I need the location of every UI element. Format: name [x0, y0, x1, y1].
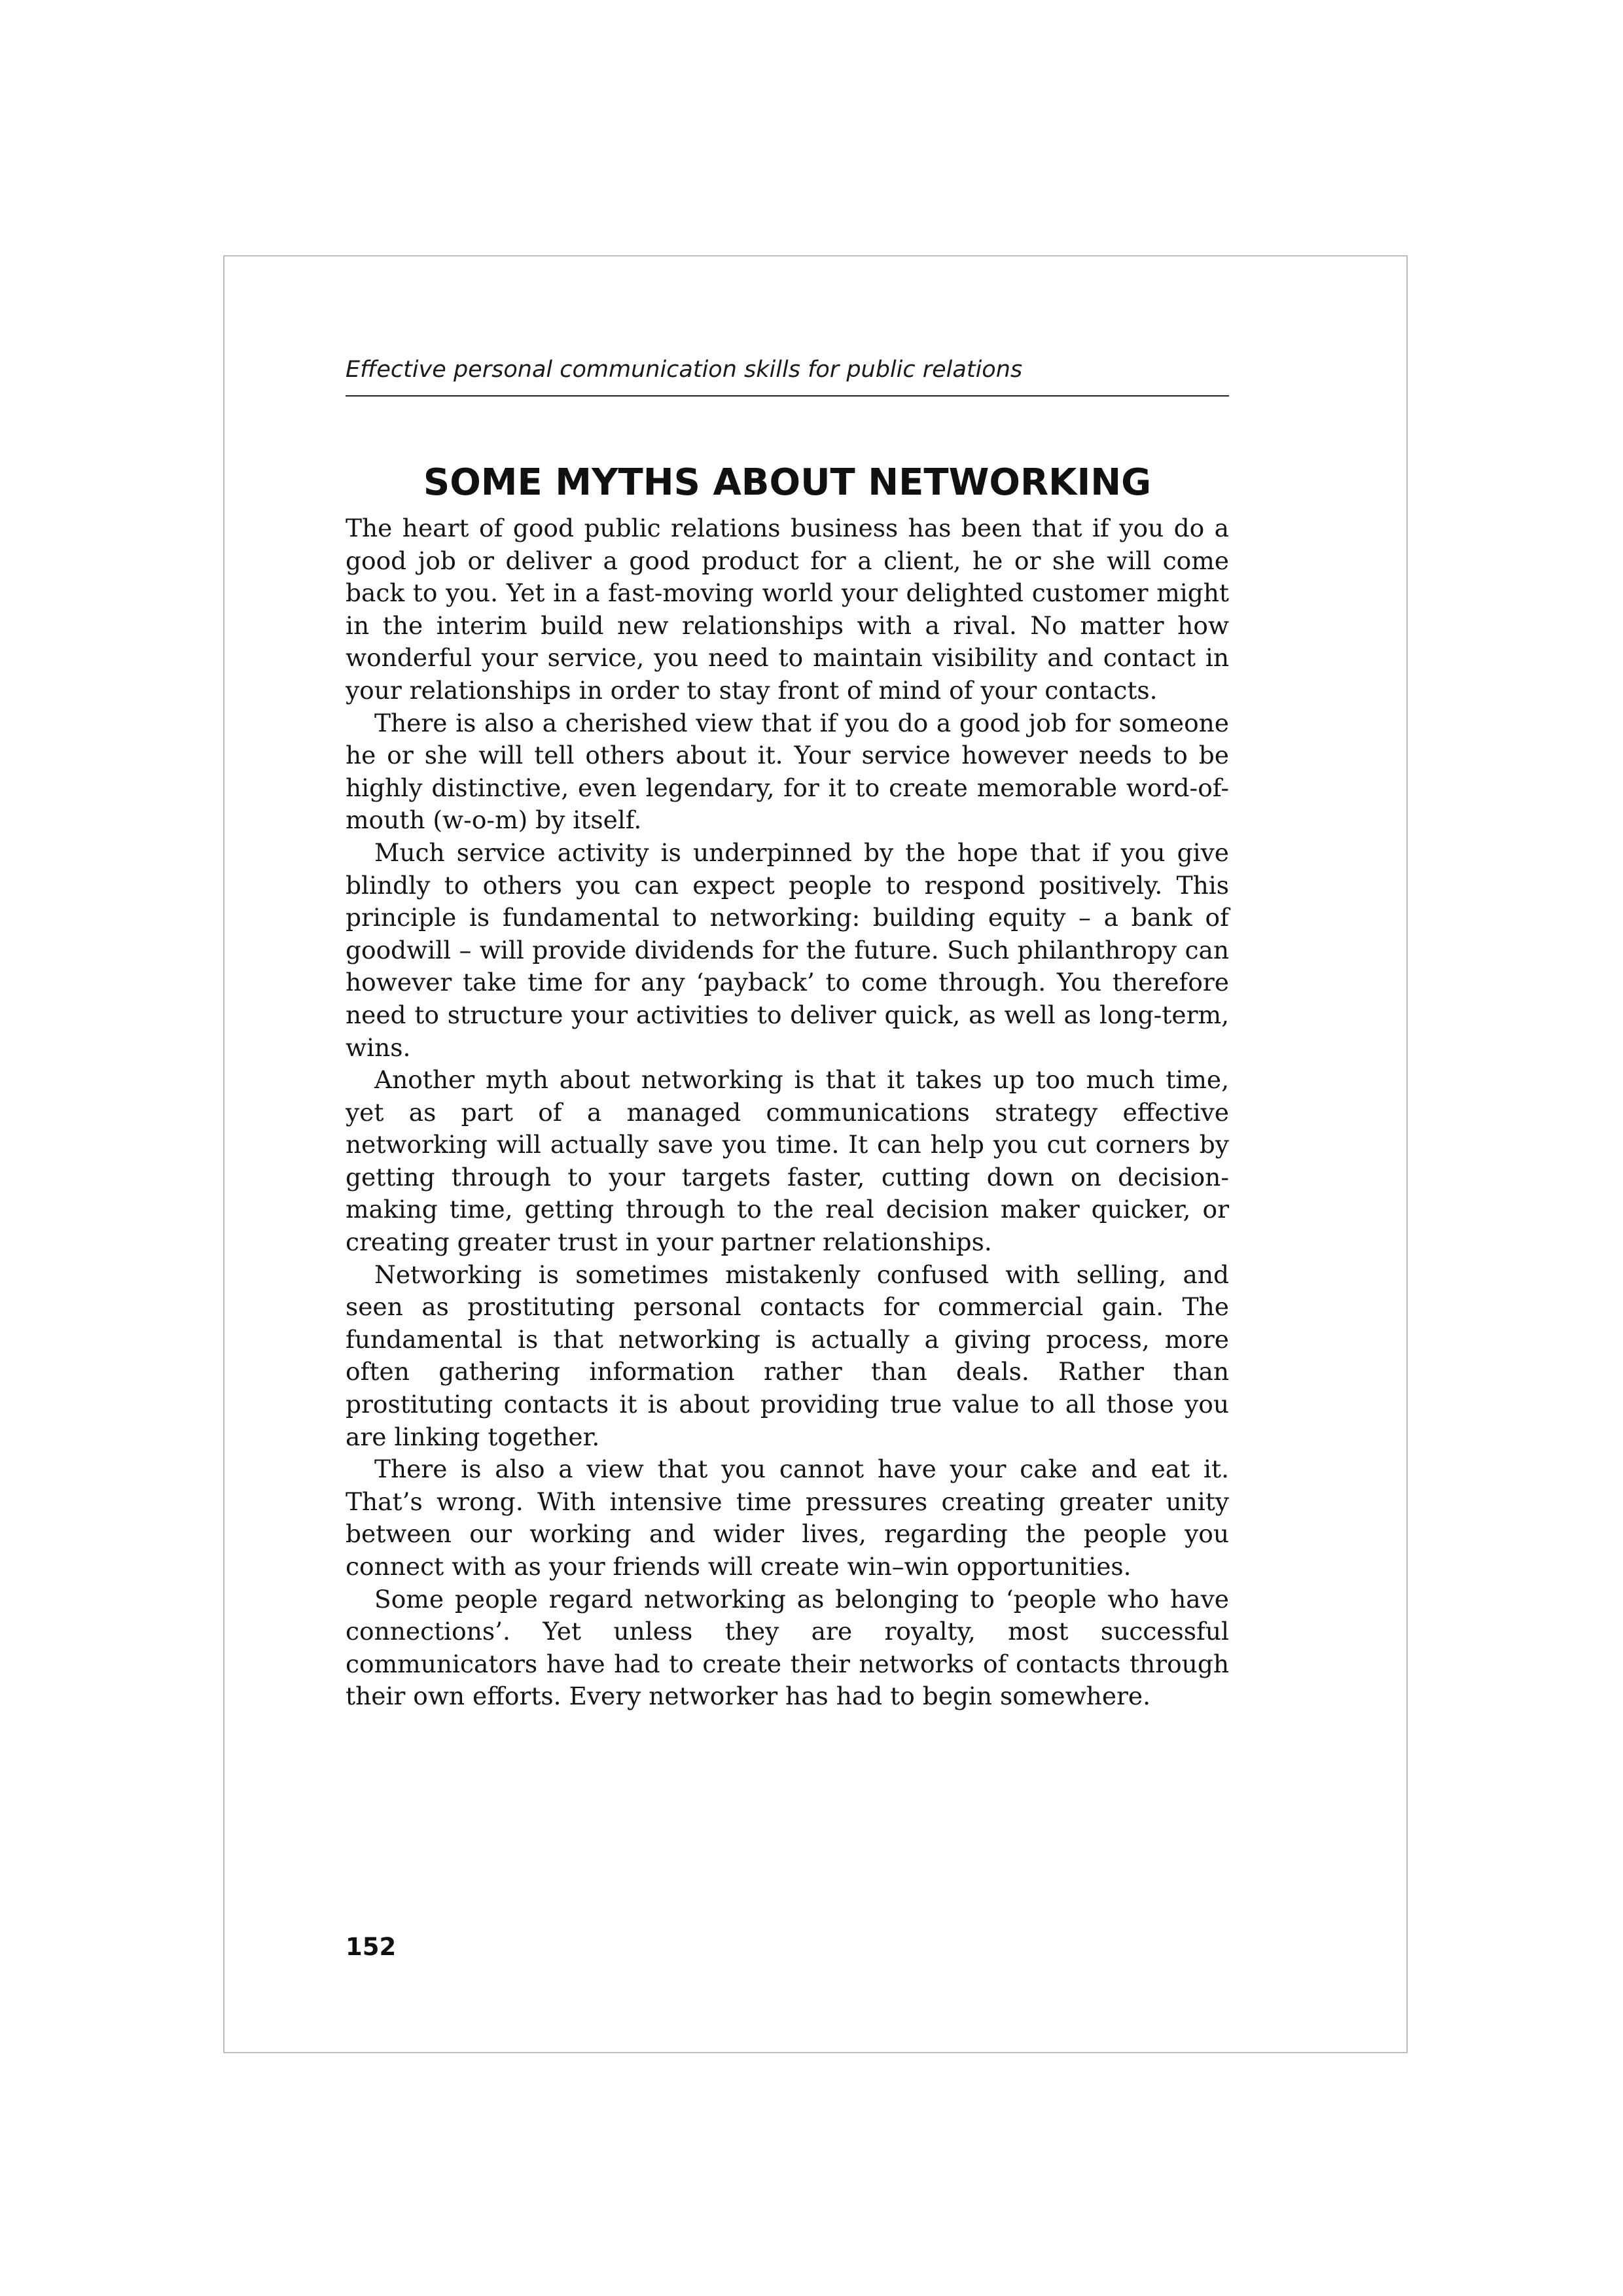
header-rule	[346, 395, 1229, 397]
paragraph: The heart of good public relations business has been that if you do a good job or deliver a good product for a client, he or she will come back to you. Yet in a fast-moving world your delighted customer might in the interim build new relationships with a rival. No matter how wonderful your service, you need to maintain visibility and contact in your relationships in order to stay front of mind of your contacts.	[346, 514, 1229, 705]
paragraph: Networking is sometimes mistakenly confused with selling, and seen as prostituting personal contacts for commercial gain. The fundamental is that networking is actually a giving process, more often gathering information rather than deals. Rather than prostituting contacts it is about providing true value to all those you are linking together.	[346, 1260, 1229, 1451]
paragraph: There is also a view that you cannot have your cake and eat it. That’s wrong. With intensive time pressures creating greater unity between our working and wider lives, regarding the people you connect with as your friends will create win–win opportunities.	[346, 1455, 1229, 1581]
running-head: Effective personal communication skills for public relations	[346, 357, 1023, 383]
paragraph: Another myth about networking is that it takes up too much time, yet as part of a managed communications strategy effective networking will actually save you time. It can help you cut corners by getting through to your targets faster, cutting down on decision-making time, getting through to the real decision maker quicker, or creating greater trust in your partner relationships.	[346, 1065, 1229, 1257]
page-number: 152	[346, 1933, 397, 1961]
paragraph: Some people regard networking as belonging to ‘people who have connections’. Yet unless they are royalty, most successful communicators have had to create their networks of contacts through their own efforts. Every networker has had to begin somewhere.	[346, 1584, 1229, 1711]
section-title: SOME MYTHS ABOUT NETWORKING	[423, 461, 1152, 504]
body-text	[346, 512, 1229, 1713]
paragraph: Much service activity is underpinned by the hope that if you give blindly to others you can expect people to respond positively. This principle is fundamental to networking: building equity – a bank of goodwill – will provide dividends for the future. Such philanthropy can however take time for any ‘payback’ to come through. You therefore need to structure your activities to deliver quick, as well as long-term, wins.	[346, 838, 1229, 1062]
paragraph: There is also a cherished view that if you do a good job for someone he or she will tell others about it. Your service however needs to be highly distinctive, even legendary, for it to create memorable word-of-mouth (w-o-m) by itself.	[346, 708, 1229, 835]
